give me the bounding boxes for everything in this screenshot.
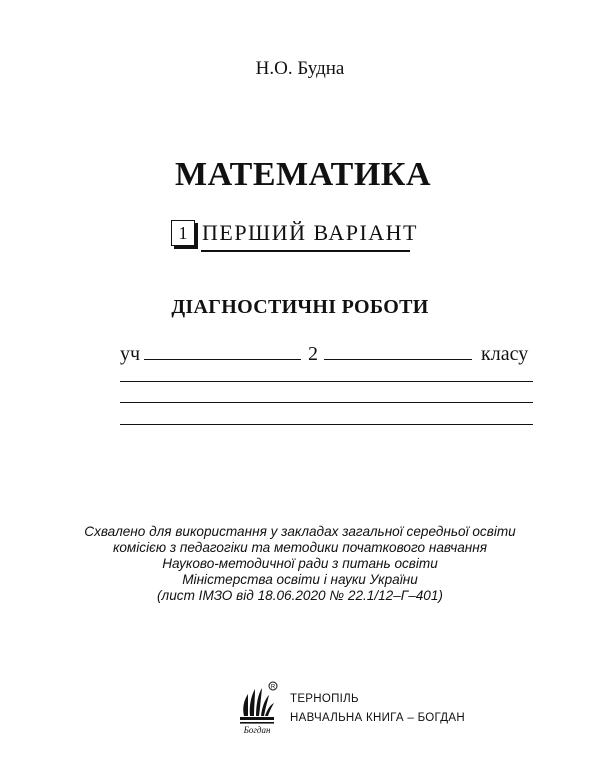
name-line-3[interactable]: [120, 424, 533, 425]
variant-number-box: 1: [171, 220, 195, 246]
variant-underline: [201, 250, 410, 252]
publisher-logo-icon: [236, 680, 282, 736]
approval-line: Науково-методичної ради з питань освіти: [162, 556, 438, 571]
variant-text: ПЕРШИЙ ВАРІАНТ: [202, 220, 418, 245]
approval-line: Схвалено для використання у закладах загальної середньої освіти: [84, 524, 516, 539]
approval-note: [0, 524, 600, 604]
approval-line: (лист ІМЗО від 18.06.2020 № 22.1/12–Г–401): [157, 588, 443, 603]
approval-line: Міністерства освіти і науки України: [182, 572, 418, 587]
author-name: Н.О. Будна: [255, 58, 345, 79]
svg-text:R: R: [270, 684, 276, 691]
student-name-blank[interactable]: [144, 359, 301, 360]
approval-line: комісією з педагогіки та методики початкового навчання: [112, 540, 488, 555]
publisher-city: ТЕРНОПІЛЬ: [290, 693, 359, 705]
name-line-2[interactable]: [120, 402, 533, 403]
student-prefix-label: уч: [120, 343, 141, 365]
page-subtitle: ДІАГНОСТИЧНІ РОБОТИ: [171, 296, 429, 318]
publisher-logo-text: Богдан: [243, 725, 271, 735]
name-line-1[interactable]: [120, 381, 533, 382]
class-letter-blank[interactable]: [324, 359, 472, 360]
class-number-label: 2: [308, 343, 318, 365]
class-suffix-label: класу: [481, 343, 529, 365]
page-title: МАТЕМАТИКА: [175, 156, 431, 193]
publisher-name: НАВЧАЛЬНА КНИГА – БОГДАН: [290, 712, 465, 724]
publisher-info: [290, 690, 465, 728]
